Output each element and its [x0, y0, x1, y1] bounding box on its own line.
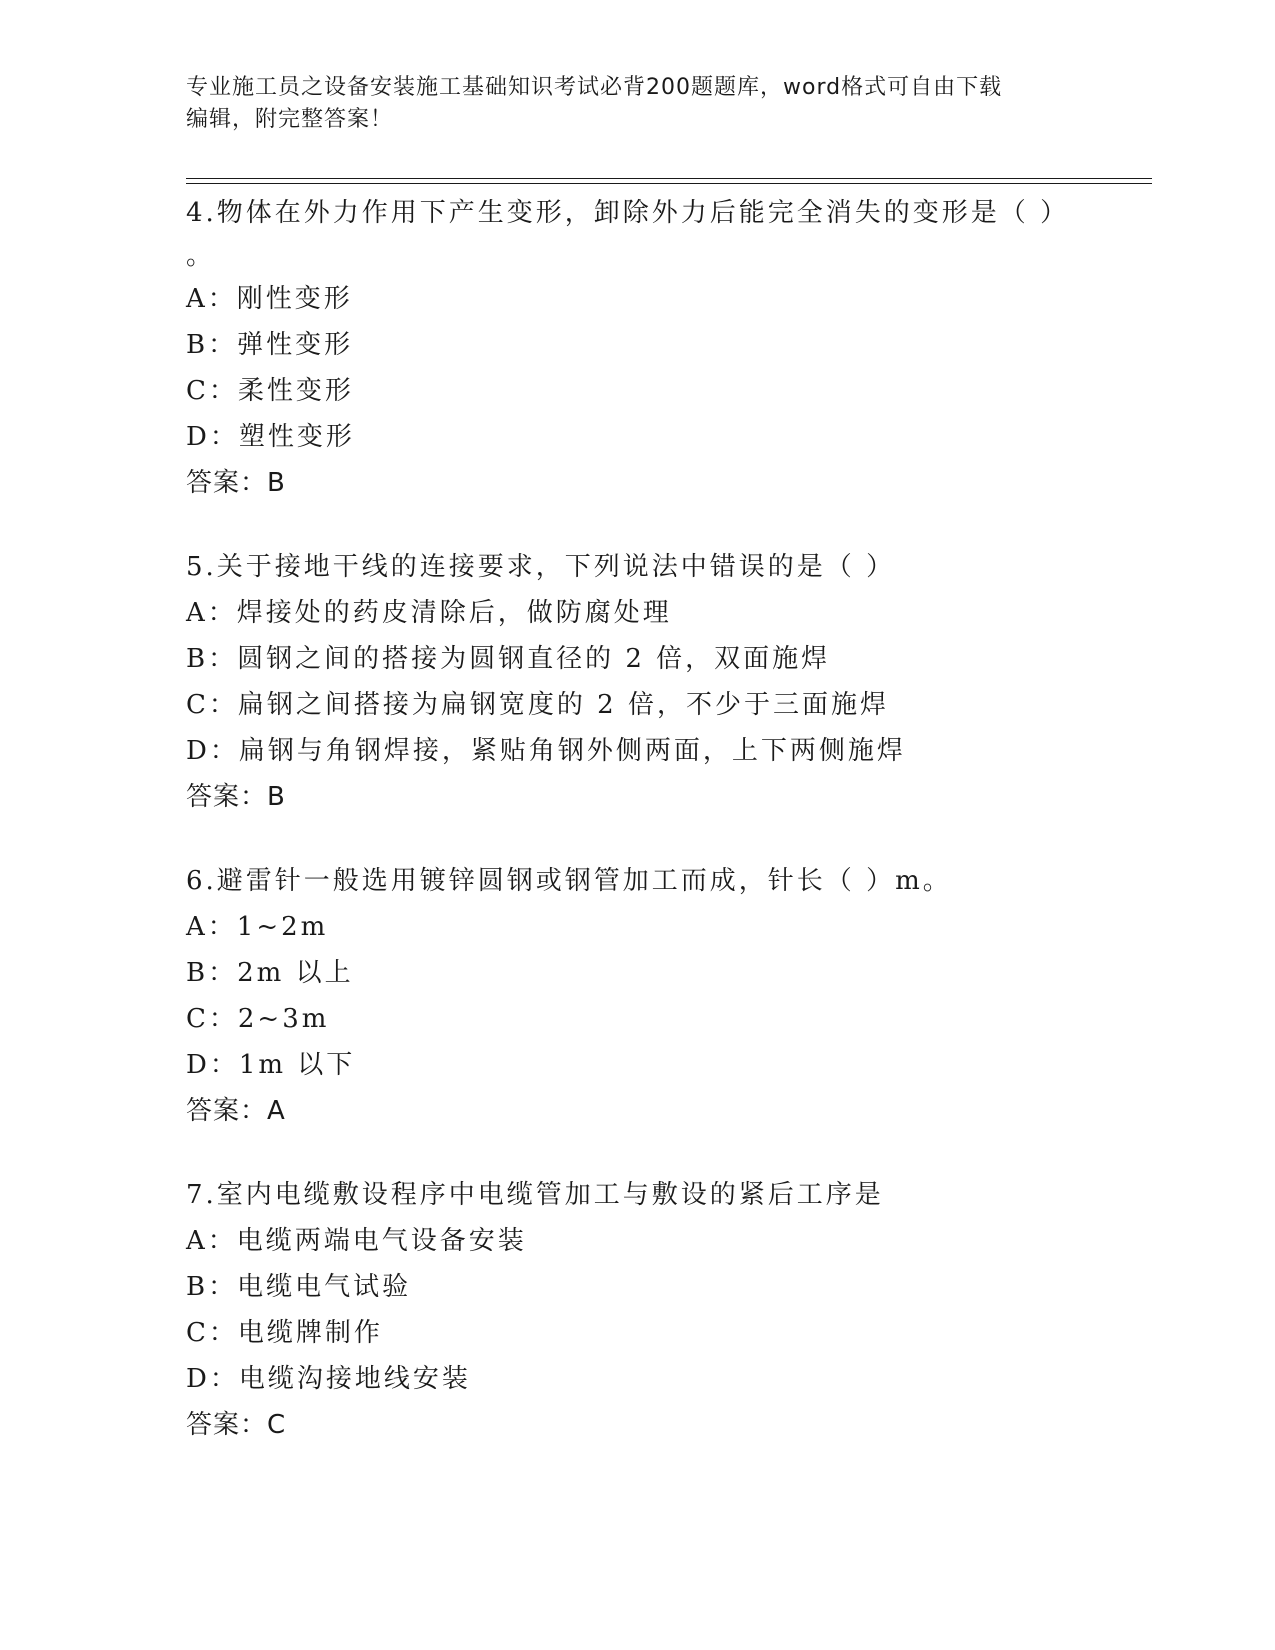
header-line-2: 编辑，附完整答案！ — [186, 107, 394, 132]
question-list — [186, 190, 1152, 1468]
option-a: A：焊接处的药皮清除后，做防腐处理 — [186, 598, 672, 628]
option-b: B：弹性变形 — [186, 330, 354, 360]
header-divider-top — [186, 178, 1152, 179]
option-a: A：1~2m — [186, 912, 329, 942]
option-d: D：1m 以下 — [186, 1050, 356, 1080]
option-a: A：刚性变形 — [186, 284, 353, 314]
answer-label: 答案：B — [186, 468, 286, 498]
question-6 — [186, 858, 1152, 1134]
question-stem: 6.避雷针一般选用镀锌圆钢或钢管加工而成，针长（ ）m。 — [186, 866, 952, 896]
option-c: C：扁钢之间搭接为扁钢宽度的 2 倍，不少于三面施焊 — [186, 690, 889, 720]
option-d: D：电缆沟接地线安装 — [186, 1364, 471, 1394]
question-stem-continuation: 。 — [186, 241, 216, 271]
option-c: C：2~3m — [186, 1004, 330, 1034]
question-7 — [186, 1172, 1152, 1448]
option-b: B：2m 以上 — [186, 958, 354, 988]
option-c: C：柔性变形 — [186, 376, 354, 406]
option-b: B：电缆电气试验 — [186, 1272, 412, 1302]
question-stem: 5.关于接地干线的连接要求，下列说法中错误的是（ ） — [186, 552, 896, 582]
answer-label: 答案：A — [186, 1096, 286, 1126]
question-stem: 4.物体在外力作用下产生变形，卸除外力后能完全消失的变形是（ ） — [186, 198, 1070, 228]
question-5 — [186, 544, 1152, 820]
header-divider-bottom — [186, 183, 1152, 184]
answer-label: 答案：C — [186, 1410, 287, 1440]
document-header — [186, 72, 1066, 136]
header-line-1: 专业施工员之设备安装施工基础知识考试必背200题题库，word格式可自由下载 — [186, 75, 1003, 100]
option-c: C：电缆牌制作 — [186, 1318, 383, 1348]
answer-label: 答案：B — [186, 782, 286, 812]
option-b: B：圆钢之间的搭接为圆钢直径的 2 倍，双面施焊 — [186, 644, 831, 674]
option-a: A：电缆两端电气设备安装 — [186, 1226, 527, 1256]
question-stem: 7.室内电缆敷设程序中电缆管加工与敷设的紧后工序是 — [186, 1180, 884, 1210]
question-4 — [186, 190, 1152, 506]
option-d: D：扁钢与角钢焊接，紧贴角钢外侧两面，上下两侧施焊 — [186, 736, 906, 766]
option-d: D：塑性变形 — [186, 422, 355, 452]
